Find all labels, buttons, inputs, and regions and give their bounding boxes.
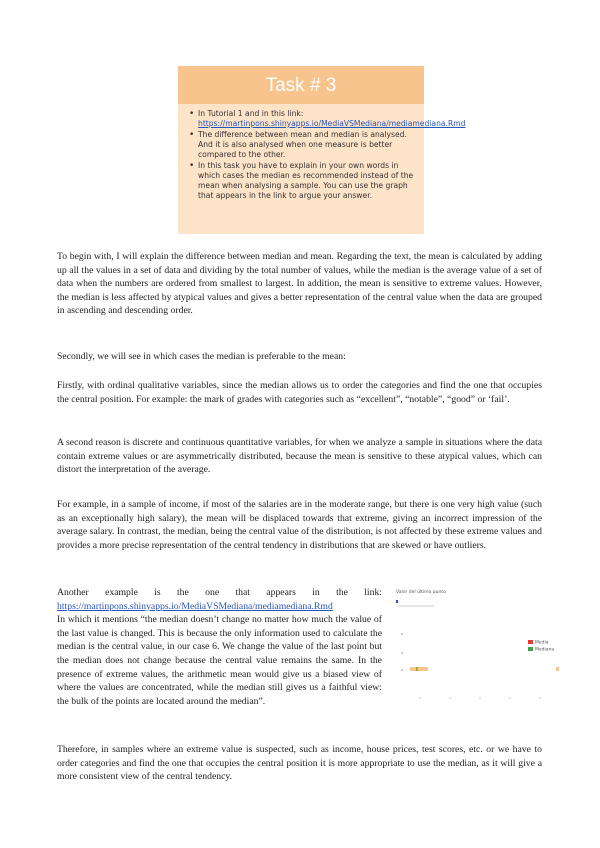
legend-label-media: Media: [535, 640, 549, 646]
task-link[interactable]: https://martinpons.shinyapps.io/MediaVSMediana/mediamediana.Rmd: [198, 119, 466, 128]
task-title: Task # 3: [265, 75, 337, 96]
task-bullet-2: • The difference between mean and median is analysed. And it is also analysed when one measure is better compared to the other.: [198, 130, 416, 160]
median-marker: [416, 667, 418, 671]
axis-dot: [401, 669, 403, 671]
data-points-cluster: [410, 667, 428, 671]
legend-swatch-media: [528, 640, 533, 644]
legend-media: [528, 640, 549, 646]
mini-chart-title: Valor del último punto: [396, 590, 446, 595]
task-bullet-1: [198, 109, 466, 129]
legend-label-mediana: Mediana: [535, 647, 555, 653]
paragraph-conclusion: Therefore, in samples where an extreme value is suspected, such as income, house prices, test scores, etc. or we have to order categories and find the one that occupies the central position it is more appropriate to use the median, as it will give a more consistent view of the central tendency.: [57, 744, 542, 783]
axis-dot: [401, 652, 403, 654]
slider-handle: [396, 600, 398, 603]
shinyapps-link[interactable]: https://martinpons.shinyapps.io/MediaVSMediana/mediamediana.Rmd: [57, 600, 333, 612]
paragraph-link-example: [57, 586, 382, 708]
legend-mediana: [528, 647, 554, 653]
link-example-quote: In which it mentions “the median doesn’t change no matter how much the value of the last value is changed. This is because the only information used to calculate the median is the central value, in our case 6. We change the value of the last point but the median does not change because the central value remains the same. In the presence of extreme values, the arithmetic mean would give us a biased view of where the values are concentrated, while the median still gives us a faithful view: the bulk of the points are located around the median”.: [57, 614, 382, 707]
paragraph-income-example: For example, in a sample of income, if most of the salaries are in the moderate range, but there is one very high value (such as an exceptionally high salary), the mean will be displaced towards that extreme, giving an incorrect impression of the average salary. In contrast, the median, being the central value of the distribution, is not affected by these extreme values and provides a more precise representation of the central tendency in distributions that are skewed or have outliers.: [57, 499, 542, 551]
axis-dot: [401, 633, 403, 635]
task-bullet-1-text: In Tutorial 1 and in this link:: [198, 109, 304, 118]
outlier-point: [556, 667, 559, 671]
mini-chart-screenshot: [390, 590, 562, 700]
legend-swatch-mediana: [528, 647, 533, 651]
paragraph-secondly: Secondly, we will see in which cases the median is preferable to the mean:: [57, 351, 346, 362]
task-bullet-3: • In this task you have to explain in your own words in which cases the median es recommended instead of the mean when analysing a sample. You can use the graph that appears in the link to argue your answer.: [198, 161, 416, 201]
paragraph-quantitative: A second reason is discrete and continuous quantitative variables, for when we analyze a sample in situations where the data contain extreme values or are asymmetrically distributed, because the mean is sensitive to these atypical values, which can distort the interpretation of the average.: [57, 437, 542, 476]
task-bullets: [178, 104, 466, 234]
paragraph-ordinal: Firstly, with ordinal qualitative variables, since the median allows us to order the categories and find the one that occupies the central position. For example: the mark of grades with categories such as “excellent”, “notable”, “good” or ‘fail’.: [57, 380, 542, 405]
task-box: [178, 66, 466, 234]
link-example-intro: Another example is the one that appears in the link:: [57, 587, 382, 598]
paragraph-intro: To begin with, I will explain the difference between median and mean. Regarding the text, the mean is calculated by adding up all the values in a set of data and dividing by the total number of values, while the median is the average value of a set of data when the numbers are ordered from smallest to largest. In addition, the mean is sensitive to extreme values. However, the median is less affected by atypical values and gives a better representation of the central value when the data are grouped in ascending and descending order.: [57, 251, 542, 317]
